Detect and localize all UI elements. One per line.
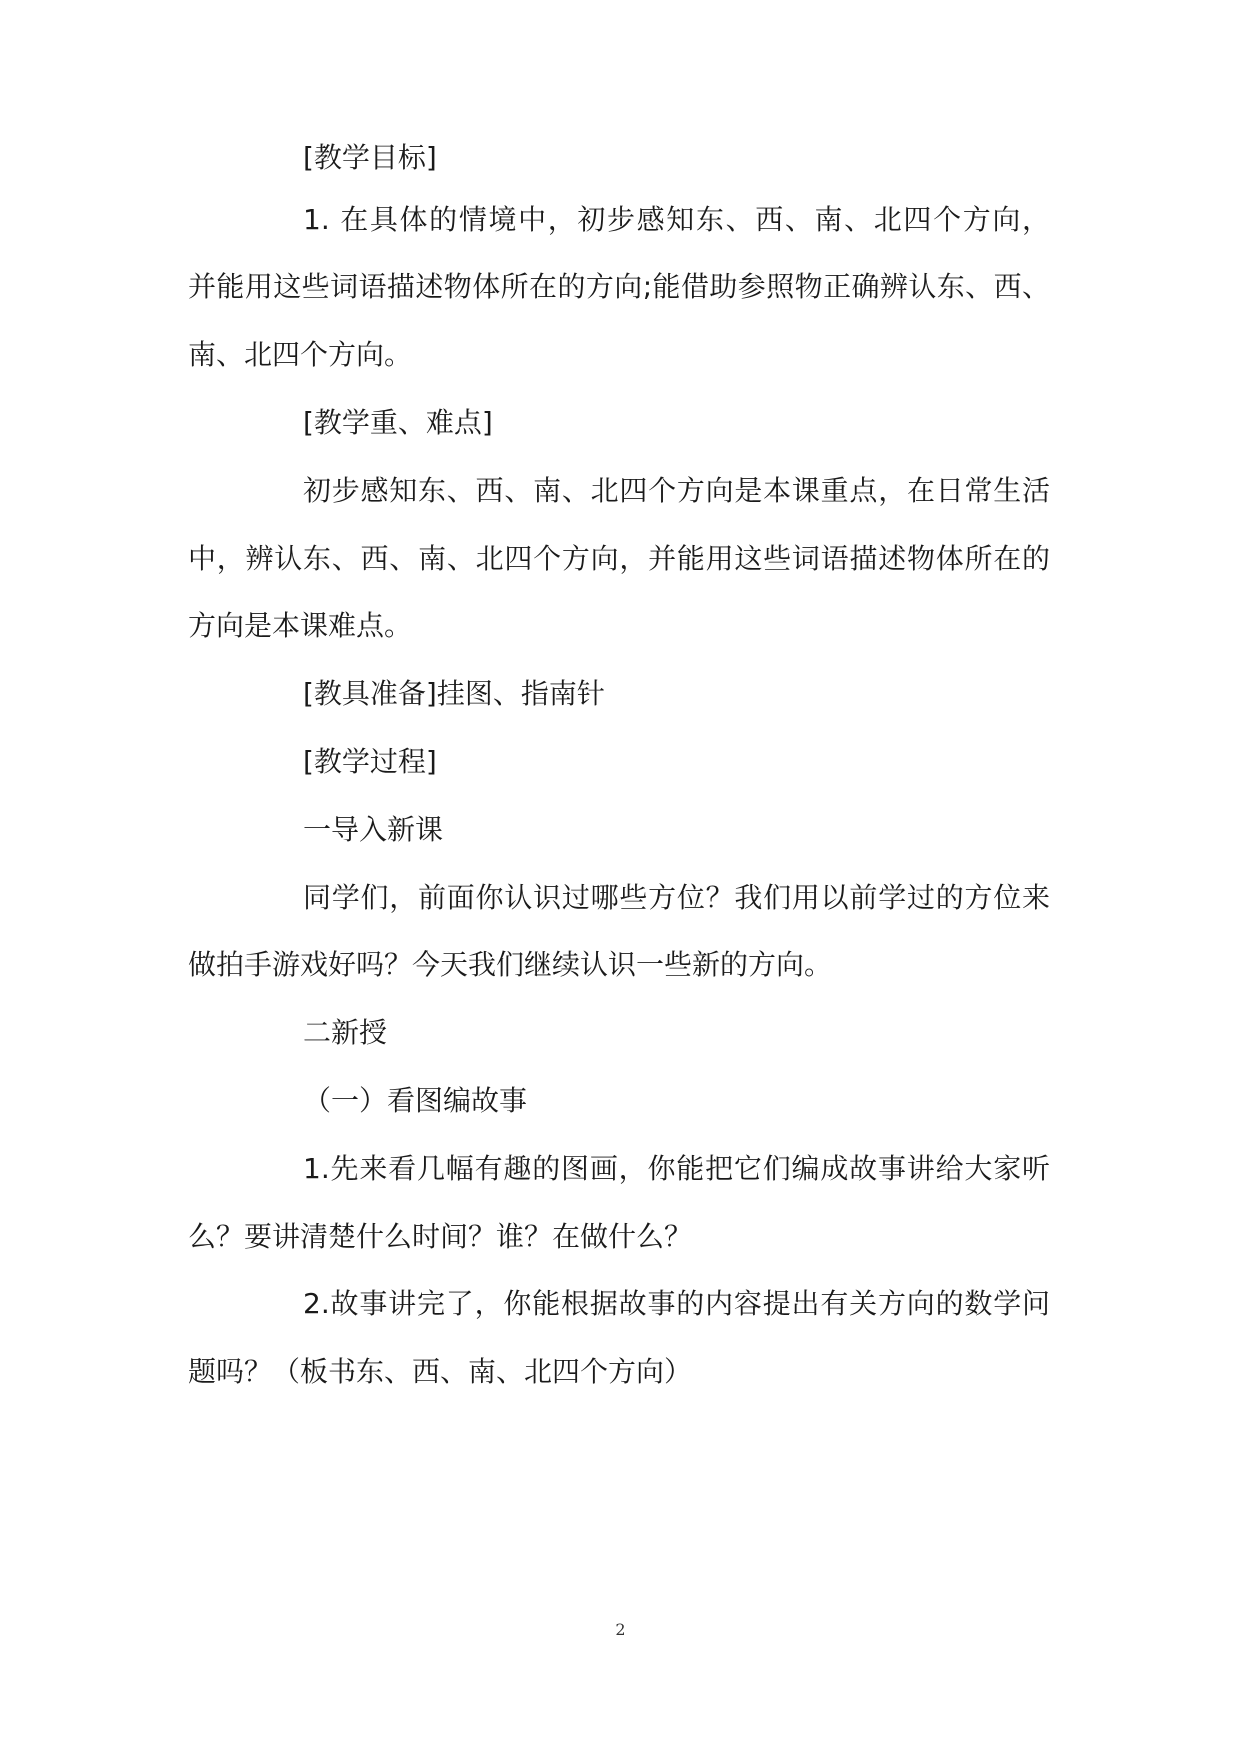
paragraph-line: 1.先来看几幅有趣的图画，你能把它们编成故事讲给大家听 [303,1152,1050,1185]
page-number: 2 [615,1620,626,1639]
paragraph-line: 中，辨认东、西、南、北四个方向，并能用这些词语描述物体所在的 [188,542,1050,575]
heading-key-points: [教学重、难点] [303,406,493,439]
paragraph-line: 南、北四个方向。 [188,338,413,371]
heading-teaching-goals: [教学目标] [303,141,437,174]
section-title-new-lesson: 二新授 [303,1016,388,1049]
heading-teaching-aids: [教具准备]挂图、指南针 [303,677,605,710]
paragraph-line: 2.故事讲完了，你能根据故事的内容提出有关方向的数学问 [303,1287,1050,1320]
subsection-title-story: （一）看图编故事 [303,1084,528,1117]
paragraph-line: 初步感知东、西、南、北四个方向是本课重点，在日常生活 [303,474,1050,507]
paragraph-line: 方向是本课难点。 [188,609,413,642]
paragraph-line: 题吗？（板书东、西、南、北四个方向） [188,1355,693,1388]
paragraph-line: 么？要讲清楚什么时间？谁？在做什么？ [188,1220,693,1253]
paragraph-line: 同学们，前面你认识过哪些方位？我们用以前学过的方位来 [303,881,1050,914]
heading-teaching-process: [教学过程] [303,745,437,778]
section-title-intro: 一导入新课 [303,813,444,846]
paragraph-line: 并能用这些词语描述物体所在的方向;能借助参照物正确辨认东、西、 [188,270,1050,303]
paragraph-line: 1. 在具体的情境中，初步感知东、西、南、北四个方向， [303,203,1050,236]
paragraph-line: 做拍手游戏好吗？今天我们继续认识一些新的方向。 [188,948,833,981]
